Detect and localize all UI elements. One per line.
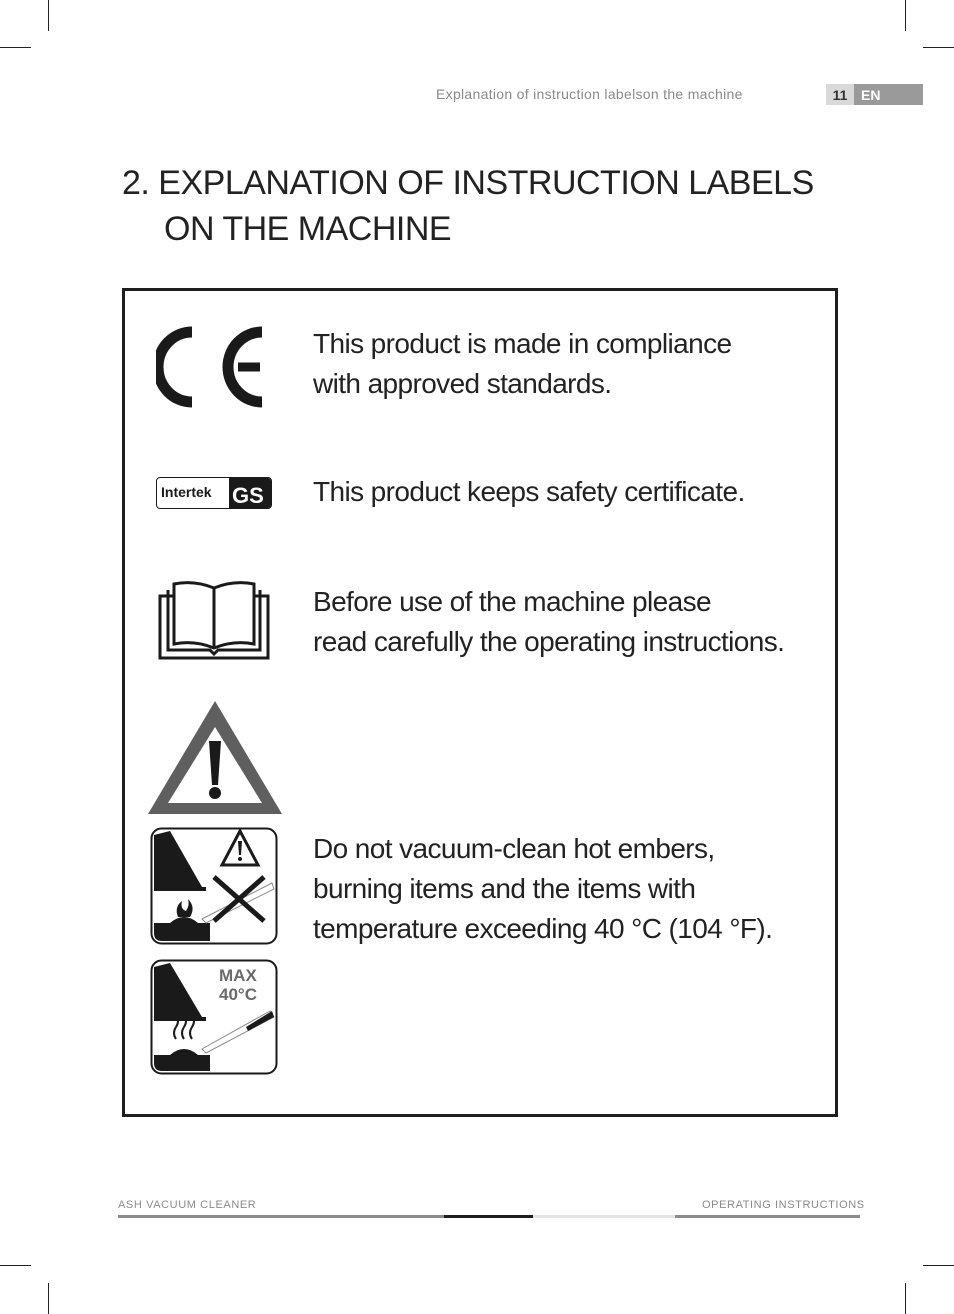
no-hot-embers-icon — [150, 827, 278, 945]
language-code: EN — [861, 86, 881, 103]
footer-bar-segment — [444, 1215, 533, 1218]
svg-text:GS: GS — [232, 483, 264, 508]
label-text-hot-embers: Do not vacuum-clean hot embers, burning items and the items with temperature exceeding 40 °C (104 °F). — [313, 833, 773, 944]
crop-mark — [48, 0, 49, 31]
crop-mark — [923, 1265, 954, 1266]
section-heading — [122, 160, 814, 252]
intertek-logo-text: Intertek — [161, 484, 212, 500]
page-tab — [826, 84, 923, 105]
book-icon — [158, 580, 270, 660]
max-temperature-icon — [150, 959, 278, 1075]
crop-mark — [905, 1283, 906, 1314]
label-text-ce: This product is made in compliance with approved standards. — [313, 328, 732, 399]
footer-bar-segment — [118, 1215, 444, 1218]
footer-bar-segment — [533, 1215, 675, 1218]
running-header: Explanation of instruction labelson the machine — [436, 86, 743, 102]
crop-mark — [0, 1265, 31, 1266]
page-number: 11 — [826, 84, 854, 105]
warning-triangle-icon — [145, 697, 285, 817]
intertek-gs-icon — [156, 477, 272, 509]
heading-line-2: ON THE MACHINE — [164, 210, 452, 248]
crop-mark — [905, 0, 906, 31]
label-text-instructions: Before use of the machine please read carefully the operating instructions. — [313, 586, 785, 657]
max-temperature-value: 40°C — [219, 985, 257, 1004]
crop-mark — [0, 47, 31, 48]
footer-product-name: ASH VACUUM CLEANER — [118, 1199, 257, 1211]
footer-bar-segment — [675, 1215, 860, 1218]
label-text-safety: This product keeps safety certificate. — [313, 476, 745, 507]
max-label: MAX — [219, 966, 257, 985]
crop-mark — [923, 47, 954, 48]
footer-document-type: OPERATING INSTRUCTIONS — [702, 1199, 865, 1211]
ce-mark-icon — [156, 326, 268, 408]
crop-mark — [48, 1283, 49, 1314]
heading-line-1: 2. EXPLANATION OF INSTRUCTION LABELS — [122, 164, 814, 202]
